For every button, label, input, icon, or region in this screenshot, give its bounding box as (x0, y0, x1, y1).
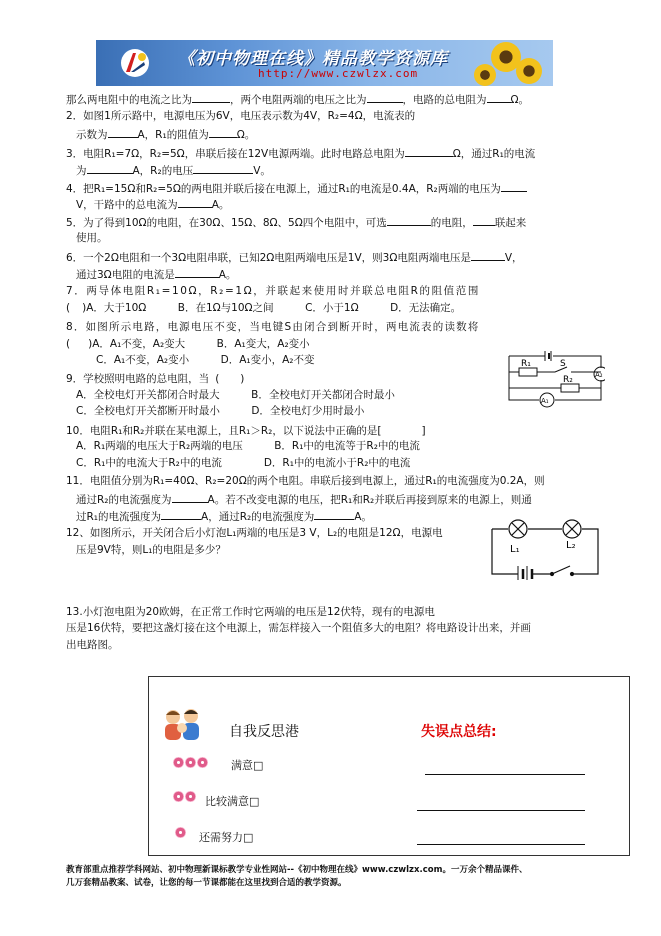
answer-blank[interactable] (487, 91, 511, 103)
sunflower-icon (474, 64, 496, 86)
rating-flowers-2 (173, 791, 196, 802)
text-line: C．全校电灯开关都断开时最小 D．全校电灯少用时最小 (76, 405, 365, 417)
text-line: ( )A．大于10Ω B．在1Ω与10Ω之间 C．小于1Ω D．无法确定。 (66, 302, 462, 314)
answer-blank[interactable] (381, 423, 421, 434)
self-reflection-panel (148, 676, 630, 856)
family-icon (159, 707, 207, 741)
reflection-title: 自我反思港 (229, 724, 299, 740)
text-line: 出电路图。 (66, 639, 119, 651)
text-line: A．R₁两端的电压大于R₂两端的电压 B．R₁中的电流等于R₂中的电流 (76, 440, 420, 452)
summary-line[interactable] (417, 844, 585, 845)
answer-blank[interactable] (108, 126, 138, 138)
text-line: V，干路中的总电流为 A。 (76, 196, 229, 212)
answer-blank[interactable] (87, 162, 133, 174)
banner-url[interactable]: http://www.czwlzx.com (258, 67, 419, 80)
answer-blank[interactable] (471, 249, 505, 261)
text-line: 通过3Ω电阻的电流是 A。 (76, 266, 236, 282)
text-line: C．R₁中的电流大于R₂中的电流 D．R₁中的电流小于R₂中的电流 (76, 457, 411, 469)
label-r1: R₁ (521, 359, 531, 369)
text-line: 通过R₂的电流强度为 A。若不改变电源的电压，把R₁和R₂并联后再接到原来的电源上，则通 (76, 491, 532, 507)
text-line: 为 A，R₂的电压 V。 (76, 162, 271, 178)
question-11: 11．电阻值分别为R₁=40Ω、R₂=20Ω的两个电阻。串联后接到电源上，通过R₁的电流强度为0.2A，则 (66, 475, 545, 487)
answer-blank[interactable] (473, 214, 495, 226)
summary-line[interactable] (425, 774, 585, 775)
text-line: A．全校电灯开关都闭合时最大 B．全校电灯开关都闭合时最小 (76, 389, 395, 401)
question-3: 3．电阻R₁=7Ω，R₂=5Ω，串联后接在12V电源两端。此时电路总电阻为 Ω，通过R₁的电流 (66, 145, 535, 161)
header-banner (96, 40, 553, 86)
answer-blank[interactable] (70, 336, 88, 347)
answer-blank[interactable] (501, 180, 527, 192)
question-8: 8．如图所示电路，电源电压不变，当电键S由闭合到断开时，两电流表的读数将 (66, 321, 480, 333)
page-footer (66, 864, 527, 890)
summary-title: 失误点总结: (421, 724, 497, 740)
question-12: 12、如图所示，开关闭合后小灯泡L₁两端的电压是3 V，L₂的电阻是12Ω，电源电 (66, 527, 443, 539)
question-4: 4．把R₁=15Ω和R₂=5Ω的两电阻并联后接在电源上，通过R₁的电流是0.4A，R₂两端的电压为 (66, 180, 527, 196)
answer-blank[interactable] (387, 214, 431, 226)
label-s: S (560, 359, 566, 369)
flower-icon (197, 757, 208, 768)
text-line: ( )A．A₁不变，A₂变大 B．A₁变大，A₂变小 (66, 338, 310, 350)
label-a2: A₂ (595, 371, 603, 379)
banner-title: 《初中物理在线》精品教学资源库 (178, 49, 448, 69)
question-13: 13.小灯泡电阻为20欧姆，在正常工作时它两端的电压是12伏特，现有的电源电 (66, 606, 435, 618)
site-logo-icon (120, 48, 150, 78)
summary-line[interactable] (417, 810, 585, 811)
answer-blank[interactable] (175, 266, 219, 278)
answer-blank[interactable] (314, 508, 354, 520)
answer-blank[interactable] (178, 196, 212, 208)
label-l1: L₁ (510, 544, 520, 555)
answer-blank[interactable] (192, 91, 230, 103)
label-r2: R₂ (563, 375, 573, 385)
question-9: 9．学校照明电路的总电阻，当 ( ) (66, 373, 245, 385)
text-line: 压是16伏特，要把这盏灯接在这个电源上，需怎样接入一个阻值多大的电阻？将电路设计出来，并画 (66, 622, 531, 634)
circuit-diagram-q12 (488, 516, 608, 580)
answer-blank[interactable] (405, 145, 453, 157)
text-line: C．A₁不变，A₂变小 D．A₁变小，A₂不变 (96, 354, 315, 366)
answer-blank[interactable] (193, 162, 253, 174)
answer-blank[interactable] (70, 300, 82, 311)
label-a1: A₁ (541, 397, 549, 405)
answer-blank[interactable] (161, 508, 201, 520)
question-6: 6．一个2Ω电阻和一个3Ω电阻串联，已知2Ω电阻两端电压是1V，则3Ω电阻两端电压是 V， (66, 249, 523, 265)
answer-blank[interactable] (209, 126, 237, 138)
sunflower-icon (516, 58, 542, 84)
footer-line: 教育部重点推荐学科网站、初中物理新课标教学专业性网站--《初中物理在线》www.czwlzx.com。一万余个精品课件、 (66, 865, 528, 875)
text-line: 过R₁的电流强度为 A，通过R₂的电流强度为 A。 (76, 508, 372, 524)
flower-icon (185, 791, 196, 802)
rating-fairly-satisfied[interactable]: 比较满意□ (205, 795, 260, 808)
flower-icon (173, 791, 184, 802)
rating-flowers-3 (173, 757, 208, 768)
text-line: 示数为 A，R₁的阻值为 Ω。 (76, 126, 255, 142)
flower-icon (175, 827, 186, 838)
label-l2: L₂ (566, 540, 576, 551)
question-10: 10．电阻R₁和R₂并联在某电源上，且R₁＞R₂，以下说法中正确的是[ ] (66, 425, 426, 437)
answer-blank[interactable] (367, 91, 403, 103)
flower-icon (173, 757, 184, 768)
question-7: 7．两导体电阻R₁=10Ω，R₂=1Ω，并联起来使用时并联总电阻R的阻值范围 (66, 285, 480, 297)
text-line: 那么两电阻中的电流之比为 ，两个电阻两端的电压之比为 ，电路的总电阻为 Ω。 (66, 91, 529, 107)
text-line: 压是9V特，则L₁的电阻是多少？ (76, 544, 226, 556)
footer-line: 几万套精品教案、试卷，让您的每一节课都能在这里找到合适的教学资源。 (66, 878, 347, 888)
question-2: 2．如图1所示路中，电源电压为6V，电压表示数为4V，R₂=4Ω，电流表的 (66, 110, 416, 122)
rating-flowers-1 (175, 827, 186, 838)
flower-icon (185, 757, 196, 768)
text-line: 使用。 (76, 232, 108, 244)
circuit-diagram-q8 (505, 348, 605, 410)
rating-satisfied[interactable]: 满意□ (231, 759, 264, 772)
rating-needs-effort[interactable]: 还需努力□ (199, 831, 254, 844)
answer-blank[interactable] (172, 491, 208, 503)
question-5: 5．为了得到10Ω的电阻，在30Ω、15Ω、8Ω、5Ω四个电阻中，可选 的电阻， 联起来 (66, 214, 526, 230)
